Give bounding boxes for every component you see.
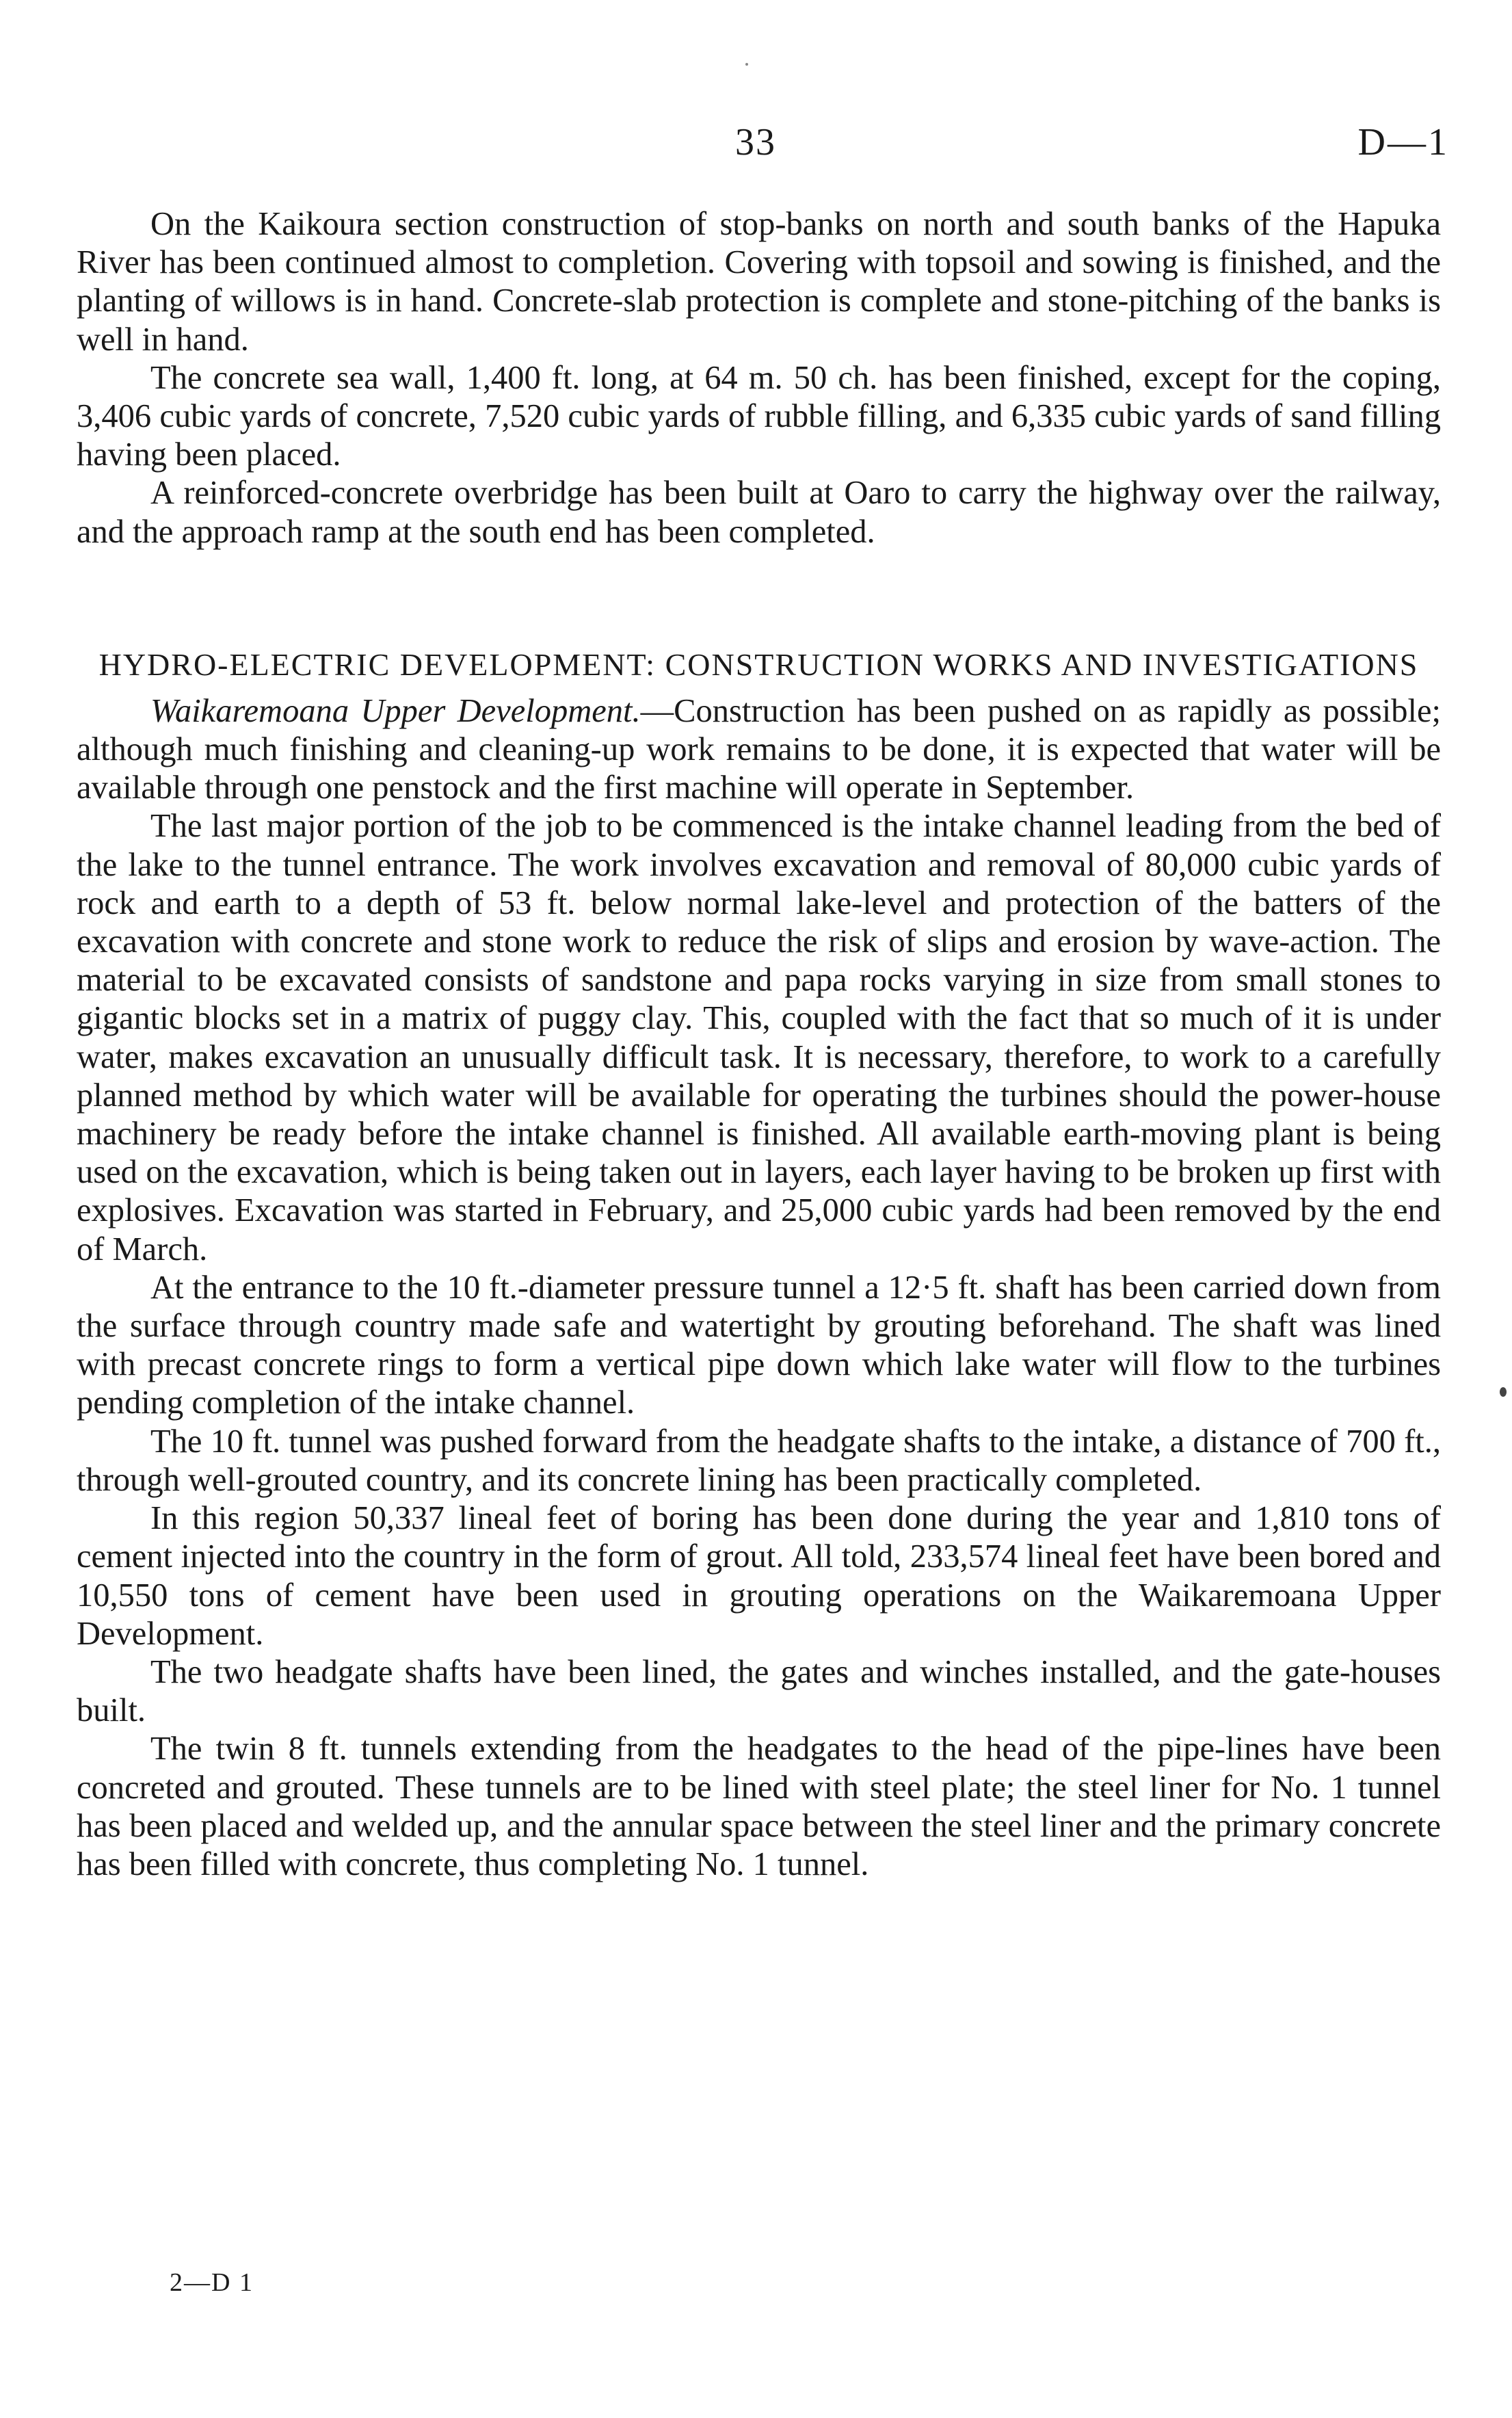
section-spacer — [77, 551, 1441, 646]
paragraph-boring-grout: In this region 50,337 lineal feet of boring has been done during the year and 1,810 tons of cement injected into the country in the form of grout. All told, 233,574 lineal feet have been bored and 10,550 tons of cement have been used in grouting operations on the Waikaremoana Upper Development. — [77, 1500, 1441, 1652]
paragraph-kaikoura-stopbanks: On the Kaikoura section construction of stop-banks on north and south banks of the Hapuka River has been continued almost to completion. Covering with topsoil and sowing is finished, and the planting of willows is in hand. Concrete-slab protection is complete and stone-pitching of the banks is well in hand. — [77, 206, 1441, 358]
paragraph-intake-channel: The last major portion of the job to be commenced is the intake channel leading from the bed of the lake to the tunnel entrance. The work involves excavation and removal of 80,000 cubic yards of rock and earth to a depth of 53 ft. below normal lake-level and protection of the batters of the excavation with concrete and stone work to reduce the risk of slips and erosion by wave-action. The material to be excavated consists of sandstone and papa rocks varying in size from small stones to gigantic blocks set in a matrix of puggy clay. This, coupled with the fact that so much of it is under water, makes excavation an unusually difficult task. It is necessary, therefore, to work to a carefully planned method by which water will be available for operating the turbines should the power-house machinery be ready before the intake channel is finished. All available earth-moving plant is being used on the excavation, which is being taken out in layers, each layer having to be broken up first with explosives. Excavation was started in February, and 25,000 cubic yards had been removed by the end of March. — [77, 808, 1441, 1267]
printer-signature: 2—D 1 — [170, 2268, 254, 2297]
paragraph-oaro-overbridge: A reinforced-concrete overbridge has been built at Oaro to carry the highway over the railway, and the approach ramp at the south end has been completed. — [77, 475, 1441, 550]
paragraph-waikaremoana-lead — [77, 692, 1441, 808]
paragraph-headgate-shafts: The two headgate shafts have been lined, the gates and winches installed, and the gate-houses built. — [77, 1653, 1441, 1729]
paragraph-10ft-tunnel: The 10 ft. tunnel was pushed forward from the headgate shafts to the intake, a distance of 700 ft., through well-grouted country, and its concrete lining has been practically completed. — [77, 1423, 1441, 1498]
page-header — [0, 115, 1512, 170]
lead-text: —Construction has been pushed on as rapidly as possible; although much finishing and cleaning-up work remains to be done, it is expected that water will be available through one penstock and the first machine will operate in September. — [77, 692, 1441, 806]
section-heading: HYDRO-ELECTRIC DEVELOPMENT: CONSTRUCTION WORKS AND INVESTIGATIONS — [98, 646, 1419, 682]
lead-title: Waikaremoana Upper Development. — [150, 692, 641, 729]
paragraph-twin-tunnels: The twin 8 ft. tunnels extending from the headgates to the head of the pipe-lines have been concreted and grouted. These tunnels are to be lined with steel plate; the steel liner for No. 1 tunnel has been placed and welded up, and the annular space between the steel liner and the primary concrete has been filled with concrete, thus completing No. 1 tunnel. — [77, 1731, 1441, 1882]
page-number: 33 — [735, 121, 776, 163]
document-body — [77, 205, 1441, 1884]
paragraph-sea-wall: The concrete sea wall, 1,400 ft. long, at 64 m. 50 ch. has been finished, except for the coping, 3,406 cubic yards of concrete, 7,520 cubic yards of rubble filling, and 6,335 cubic yards of sand filling having been placed. — [77, 359, 1441, 473]
document-code: D—1 — [1357, 121, 1449, 163]
print-speck — [745, 63, 748, 66]
print-speck — [1500, 1387, 1507, 1397]
heading-spacer — [77, 684, 1441, 692]
paragraph-pressure-tunnel-shaft: At the entrance to the 10 ft.-diameter pressure tunnel a 12·5 ft. shaft has been carried down from the surface through country made safe and watertight by grouting beforehand. The shaft was lined with precast concrete rings to form a vertical pipe down which lake water will flow to the turbines pending completion of the intake channel. — [77, 1269, 1441, 1421]
